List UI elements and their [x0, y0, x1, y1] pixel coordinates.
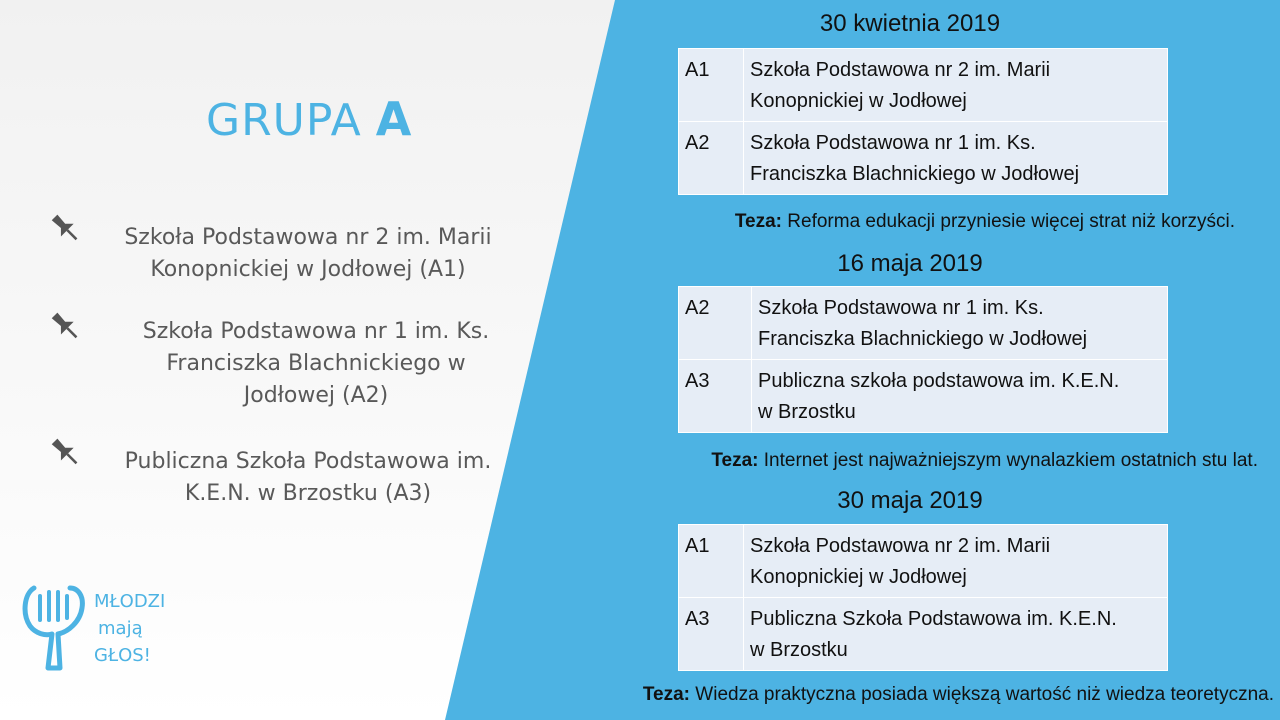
school-line: w Brzostku	[750, 639, 848, 661]
team-code: A2	[679, 122, 744, 195]
team-code: A3	[679, 360, 752, 433]
team-school	[744, 598, 1168, 671]
hand-icon	[20, 582, 90, 672]
schedule-panel	[540, 0, 1280, 720]
school-bullet-text	[100, 222, 516, 286]
team-school	[744, 49, 1168, 122]
school-line: Szkoła Podstawowa nr 2 im. Marii	[750, 59, 1051, 81]
team-code: A3	[679, 598, 744, 671]
group-title-letter: A	[375, 92, 413, 146]
pushpin-icon	[48, 208, 88, 248]
thesis-text: Reforma edukacji przyniesie więcej strat niż korzyści.	[787, 211, 1235, 232]
table-row	[679, 598, 1168, 671]
school-bullet-text	[108, 316, 524, 412]
team-code: A1	[679, 525, 744, 598]
debate-table	[678, 286, 1168, 433]
table-row	[679, 122, 1168, 195]
thesis-text: Wiedza praktyczna posiada większą wartość niż wiedza teoretyczna.	[695, 684, 1274, 705]
school-line: w Brzostku	[758, 401, 856, 423]
mlodzi-maja-glos-logo	[20, 582, 200, 674]
school-bullet-text	[100, 446, 516, 510]
logo-line: GŁOS!	[94, 645, 151, 666]
group-panel	[0, 0, 560, 720]
bullet-line: K.E.N. w Brzostku (A3)	[184, 481, 432, 506]
school-line: Publiczna Szkoła Podstawowa im. K.E.N.	[750, 608, 1117, 630]
table-row	[679, 360, 1168, 433]
school-line: Szkoła Podstawowa nr 2 im. Marii	[750, 535, 1051, 557]
group-title	[206, 92, 412, 146]
debate-date: 30 kwietnia 2019	[819, 10, 1001, 37]
team-code: A1	[679, 49, 744, 122]
bullet-line: Jodłowej (A2)	[243, 383, 389, 408]
school-line: Franciszka Blachnickiego w Jodłowej	[750, 163, 1080, 185]
school-line: Szkoła Podstawowa nr 1 im. Ks.	[758, 297, 1044, 319]
school-line: Publiczna szkoła podstawowa im. K.E.N.	[758, 370, 1120, 392]
group-title-prefix: GRUPA	[206, 95, 362, 146]
pushpin-icon	[48, 306, 88, 346]
team-school	[744, 525, 1168, 598]
pushpin-icon	[48, 432, 88, 472]
table-row	[679, 49, 1168, 122]
thesis-text: Internet jest najważniejszym wynalazkiem ostatnich stu lat.	[763, 450, 1258, 471]
debate-table	[678, 524, 1168, 671]
bullet-line: Szkoła Podstawowa nr 2 im. Marii	[124, 225, 492, 250]
debate-thesis	[540, 684, 1280, 706]
debate-date: 16 maja 2019	[837, 250, 983, 277]
team-school	[752, 360, 1168, 433]
thesis-label: Teza:	[734, 211, 782, 232]
school-line: Konopnickiej w Jodłowej	[750, 90, 967, 112]
school-line: Franciszka Blachnickiego w Jodłowej	[758, 328, 1088, 350]
bullet-line: Publiczna Szkoła Podstawowa im.	[124, 449, 492, 474]
debate-date: 30 maja 2019	[837, 487, 983, 514]
logo-line: mają	[98, 618, 143, 639]
thesis-label: Teza:	[711, 450, 759, 471]
bullet-line: Franciszka Blachnickiego w	[166, 351, 466, 376]
school-line: Konopnickiej w Jodłowej	[750, 566, 967, 588]
school-line: Szkoła Podstawowa nr 1 im. Ks.	[750, 132, 1036, 154]
table-row	[679, 525, 1168, 598]
logo-text	[94, 588, 165, 669]
team-school	[752, 287, 1168, 360]
debate-table	[678, 48, 1168, 195]
table-row	[679, 287, 1168, 360]
thesis-label: Teza:	[642, 684, 691, 705]
debate-thesis	[540, 450, 1280, 472]
logo-line: MŁODZI	[94, 591, 166, 612]
team-school	[744, 122, 1168, 195]
bullet-line: Szkoła Podstawowa nr 1 im. Ks.	[142, 319, 490, 344]
team-code: A2	[679, 287, 752, 360]
bullet-line: Konopnickiej w Jodłowej (A1)	[150, 257, 466, 282]
debate-thesis	[540, 211, 1280, 233]
